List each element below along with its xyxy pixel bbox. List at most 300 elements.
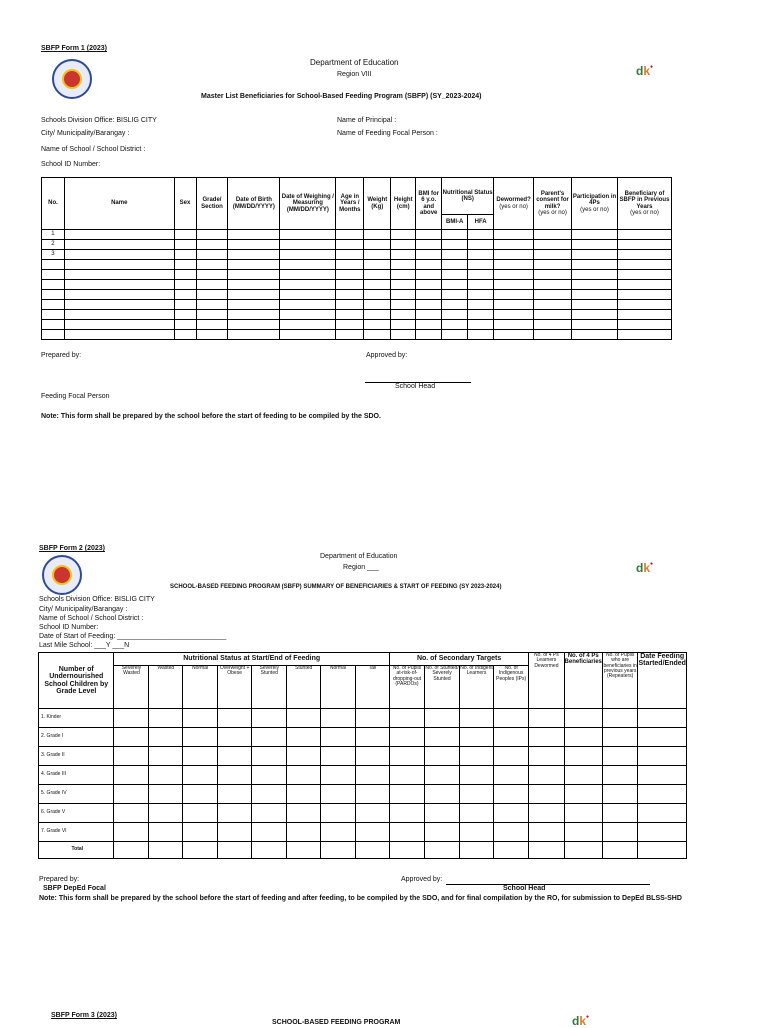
table-cell[interactable] — [494, 747, 529, 766]
table-cell[interactable] — [529, 747, 564, 766]
table-cell[interactable] — [602, 804, 638, 823]
table-cell[interactable] — [416, 280, 442, 290]
table-cell[interactable] — [534, 320, 572, 330]
table-cell[interactable] — [425, 842, 460, 859]
table-cell[interactable] — [602, 823, 638, 842]
table-cell[interactable] — [494, 310, 534, 320]
table-cell[interactable] — [564, 709, 602, 728]
table-cell[interactable] — [442, 250, 468, 260]
table-cell[interactable] — [364, 250, 391, 260]
table-cell[interactable] — [64, 320, 174, 330]
table-cell[interactable] — [638, 804, 687, 823]
table-cell[interactable] — [174, 230, 196, 240]
table-cell[interactable] — [391, 300, 416, 310]
table-cell[interactable] — [572, 280, 618, 290]
table-cell[interactable] — [534, 330, 572, 340]
table-cell[interactable] — [494, 250, 534, 260]
table-cell[interactable] — [460, 804, 494, 823]
table-cell[interactable] — [389, 785, 424, 804]
table-cell[interactable] — [217, 766, 251, 785]
table-cell[interactable] — [183, 804, 218, 823]
table-cell[interactable] — [617, 310, 671, 320]
table-cell[interactable] — [321, 823, 356, 842]
table-cell[interactable] — [228, 330, 280, 340]
table-cell[interactable] — [572, 300, 618, 310]
table-cell[interactable] — [494, 823, 529, 842]
table-cell[interactable] — [321, 709, 356, 728]
table-cell[interactable] — [355, 766, 389, 785]
table-cell[interactable] — [468, 330, 494, 340]
table-cell[interactable] — [196, 240, 228, 250]
table-cell[interactable] — [217, 709, 251, 728]
table-cell[interactable] — [391, 290, 416, 300]
table-cell[interactable] — [217, 785, 251, 804]
table-cell[interactable] — [336, 270, 364, 280]
table-cell[interactable] — [149, 747, 183, 766]
table-cell[interactable] — [228, 300, 280, 310]
table-cell[interactable] — [321, 842, 356, 859]
table-cell[interactable] — [280, 240, 336, 250]
table-cell[interactable] — [196, 260, 228, 270]
table-cell[interactable] — [534, 270, 572, 280]
table-cell[interactable] — [196, 330, 228, 340]
table-cell[interactable] — [638, 823, 687, 842]
table-cell[interactable] — [321, 804, 356, 823]
table-cell[interactable] — [252, 785, 287, 804]
table-cell[interactable] — [355, 842, 389, 859]
table-cell[interactable] — [321, 766, 356, 785]
row-number[interactable] — [42, 310, 65, 320]
table-cell[interactable] — [252, 842, 287, 859]
table-cell[interactable] — [280, 300, 336, 310]
table-cell[interactable] — [336, 230, 364, 240]
table-cell[interactable] — [364, 280, 391, 290]
table-cell[interactable] — [602, 766, 638, 785]
table-cell[interactable] — [534, 300, 572, 310]
table-cell[interactable] — [617, 280, 671, 290]
table-cell[interactable] — [64, 290, 174, 300]
table-cell[interactable] — [280, 280, 336, 290]
table-cell[interactable] — [391, 310, 416, 320]
table-cell[interactable] — [64, 250, 174, 260]
table-cell[interactable] — [534, 250, 572, 260]
table-cell[interactable] — [638, 728, 687, 747]
table-cell[interactable] — [149, 804, 183, 823]
table-cell[interactable] — [638, 766, 687, 785]
table-cell[interactable] — [425, 785, 460, 804]
table-cell[interactable] — [391, 270, 416, 280]
table-cell[interactable] — [442, 260, 468, 270]
table-cell[interactable] — [442, 240, 468, 250]
table-cell[interactable] — [638, 842, 687, 859]
table-cell[interactable] — [364, 300, 391, 310]
table-cell[interactable] — [174, 300, 196, 310]
table-cell[interactable] — [217, 842, 251, 859]
table-cell[interactable] — [64, 280, 174, 290]
table-cell[interactable] — [364, 230, 391, 240]
table-cell[interactable] — [468, 270, 494, 280]
table-cell[interactable] — [460, 728, 494, 747]
table-cell[interactable] — [183, 709, 218, 728]
table-cell[interactable] — [460, 709, 494, 728]
row-number[interactable] — [42, 330, 65, 340]
table-cell[interactable] — [287, 842, 321, 859]
table-cell[interactable] — [114, 747, 149, 766]
table-cell[interactable] — [602, 728, 638, 747]
table-cell[interactable] — [494, 766, 529, 785]
table-cell[interactable] — [442, 310, 468, 320]
table-cell[interactable] — [617, 240, 671, 250]
table-cell[interactable] — [252, 804, 287, 823]
table-cell[interactable] — [217, 728, 251, 747]
table-cell[interactable] — [174, 280, 196, 290]
table-cell[interactable] — [494, 240, 534, 250]
table-cell[interactable] — [114, 728, 149, 747]
table-cell[interactable] — [280, 230, 336, 240]
table-cell[interactable] — [114, 766, 149, 785]
table-cell[interactable] — [64, 330, 174, 340]
table-cell[interactable] — [64, 240, 174, 250]
table-cell[interactable] — [602, 785, 638, 804]
table-cell[interactable] — [572, 260, 618, 270]
table-cell[interactable] — [364, 310, 391, 320]
table-cell[interactable] — [468, 240, 494, 250]
table-cell[interactable] — [280, 250, 336, 260]
table-cell[interactable] — [534, 310, 572, 320]
table-cell[interactable] — [529, 709, 564, 728]
table-cell[interactable] — [442, 300, 468, 310]
table-cell[interactable] — [617, 270, 671, 280]
table-cell[interactable] — [355, 709, 389, 728]
table-cell[interactable] — [617, 250, 671, 260]
table-cell[interactable] — [494, 300, 534, 310]
table-cell[interactable] — [617, 330, 671, 340]
table-cell[interactable] — [196, 230, 228, 240]
row-number[interactable] — [42, 280, 65, 290]
table-cell[interactable] — [442, 280, 468, 290]
table-cell[interactable] — [336, 280, 364, 290]
table-cell[interactable] — [280, 270, 336, 280]
table-cell[interactable] — [196, 300, 228, 310]
table-cell[interactable] — [336, 310, 364, 320]
table-cell[interactable] — [287, 766, 321, 785]
table-cell[interactable] — [391, 330, 416, 340]
table-cell[interactable] — [468, 260, 494, 270]
table-cell[interactable] — [460, 785, 494, 804]
table-cell[interactable] — [638, 747, 687, 766]
table-cell[interactable] — [355, 823, 389, 842]
table-cell[interactable] — [64, 300, 174, 310]
table-cell[interactable] — [534, 230, 572, 240]
table-cell[interactable] — [336, 260, 364, 270]
table-cell[interactable] — [391, 250, 416, 260]
table-cell[interactable] — [252, 823, 287, 842]
table-cell[interactable] — [602, 747, 638, 766]
table-cell[interactable] — [494, 709, 529, 728]
table-cell[interactable] — [468, 310, 494, 320]
table-cell[interactable] — [336, 300, 364, 310]
table-cell[interactable] — [228, 270, 280, 280]
table-cell[interactable] — [174, 310, 196, 320]
table-cell[interactable] — [494, 842, 529, 859]
table-cell[interactable] — [460, 823, 494, 842]
table-cell[interactable] — [564, 804, 602, 823]
table-cell[interactable] — [602, 709, 638, 728]
table-cell[interactable] — [468, 300, 494, 310]
table-cell[interactable] — [442, 320, 468, 330]
table-cell[interactable] — [494, 270, 534, 280]
table-cell[interactable] — [617, 230, 671, 240]
table-cell[interactable] — [228, 280, 280, 290]
table-cell[interactable] — [196, 320, 228, 330]
table-cell[interactable] — [572, 330, 618, 340]
table-cell[interactable] — [196, 250, 228, 260]
table-cell[interactable] — [416, 300, 442, 310]
table-cell[interactable] — [287, 823, 321, 842]
table-cell[interactable] — [336, 290, 364, 300]
table-cell[interactable] — [174, 240, 196, 250]
table-cell[interactable] — [425, 823, 460, 842]
table-cell[interactable] — [174, 290, 196, 300]
row-number[interactable] — [42, 260, 65, 270]
table-cell[interactable] — [564, 728, 602, 747]
table-cell[interactable] — [228, 230, 280, 240]
table-cell[interactable] — [468, 280, 494, 290]
table-cell[interactable] — [572, 240, 618, 250]
table-cell[interactable] — [217, 823, 251, 842]
table-cell[interactable] — [494, 804, 529, 823]
row-number[interactable] — [42, 320, 65, 330]
table-cell[interactable] — [442, 270, 468, 280]
table-cell[interactable] — [617, 260, 671, 270]
table-cell[interactable] — [287, 747, 321, 766]
table-cell[interactable] — [364, 290, 391, 300]
table-cell[interactable] — [389, 804, 424, 823]
table-cell[interactable] — [494, 785, 529, 804]
table-cell[interactable] — [529, 804, 564, 823]
table-cell[interactable] — [217, 804, 251, 823]
row-number[interactable] — [42, 290, 65, 300]
table-cell[interactable] — [355, 728, 389, 747]
row-number[interactable] — [42, 300, 65, 310]
table-cell[interactable] — [389, 842, 424, 859]
table-cell[interactable] — [572, 250, 618, 260]
table-cell[interactable] — [494, 330, 534, 340]
table-cell[interactable] — [287, 709, 321, 728]
table-cell[interactable] — [442, 330, 468, 340]
table-cell[interactable] — [364, 330, 391, 340]
table-cell[interactable] — [287, 804, 321, 823]
table-cell[interactable] — [355, 747, 389, 766]
table-cell[interactable] — [442, 290, 468, 300]
table-cell[interactable] — [468, 290, 494, 300]
table-cell[interactable] — [364, 270, 391, 280]
table-cell[interactable] — [196, 310, 228, 320]
table-cell[interactable] — [460, 766, 494, 785]
table-cell[interactable] — [564, 785, 602, 804]
table-cell[interactable] — [252, 709, 287, 728]
table-cell[interactable] — [364, 320, 391, 330]
table-cell[interactable] — [617, 290, 671, 300]
table-cell[interactable] — [336, 240, 364, 250]
table-cell[interactable] — [564, 747, 602, 766]
table-cell[interactable] — [534, 280, 572, 290]
table-cell[interactable] — [572, 230, 618, 240]
table-cell[interactable] — [529, 766, 564, 785]
table-cell[interactable] — [280, 290, 336, 300]
table-cell[interactable] — [280, 260, 336, 270]
table-cell[interactable] — [389, 728, 424, 747]
table-cell[interactable] — [425, 709, 460, 728]
table-cell[interactable] — [391, 240, 416, 250]
table-cell[interactable] — [529, 823, 564, 842]
table-cell[interactable] — [280, 310, 336, 320]
table-cell[interactable] — [638, 709, 687, 728]
table-cell[interactable] — [183, 766, 218, 785]
table-cell[interactable] — [321, 785, 356, 804]
table-cell[interactable] — [468, 230, 494, 240]
table-cell[interactable] — [460, 747, 494, 766]
table-cell[interactable] — [425, 766, 460, 785]
table-cell[interactable] — [321, 747, 356, 766]
table-cell[interactable] — [572, 310, 618, 320]
table-cell[interactable] — [416, 260, 442, 270]
table-cell[interactable] — [425, 728, 460, 747]
table-cell[interactable] — [114, 823, 149, 842]
table-cell[interactable] — [602, 842, 638, 859]
table-cell[interactable] — [228, 320, 280, 330]
table-cell[interactable] — [564, 766, 602, 785]
table-cell[interactable] — [183, 823, 218, 842]
table-cell[interactable] — [494, 320, 534, 330]
table-cell[interactable] — [572, 320, 618, 330]
table-cell[interactable] — [468, 250, 494, 260]
row-number[interactable]: 1 — [42, 230, 65, 240]
table-cell[interactable] — [416, 290, 442, 300]
table-cell[interactable] — [416, 320, 442, 330]
table-cell[interactable] — [252, 728, 287, 747]
table-cell[interactable] — [252, 766, 287, 785]
table-cell[interactable] — [534, 290, 572, 300]
table-cell[interactable] — [617, 300, 671, 310]
table-cell[interactable] — [494, 260, 534, 270]
table-cell[interactable] — [287, 728, 321, 747]
table-cell[interactable] — [196, 280, 228, 290]
table-cell[interactable] — [114, 709, 149, 728]
table-cell[interactable] — [416, 230, 442, 240]
table-cell[interactable] — [174, 250, 196, 260]
table-cell[interactable] — [389, 709, 424, 728]
table-cell[interactable] — [391, 320, 416, 330]
table-cell[interactable] — [321, 728, 356, 747]
table-cell[interactable] — [391, 230, 416, 240]
table-cell[interactable] — [529, 842, 564, 859]
table-cell[interactable] — [228, 260, 280, 270]
table-cell[interactable] — [228, 250, 280, 260]
table-cell[interactable] — [389, 766, 424, 785]
table-cell[interactable] — [287, 785, 321, 804]
table-cell[interactable] — [638, 785, 687, 804]
table-cell[interactable] — [228, 290, 280, 300]
table-cell[interactable] — [416, 330, 442, 340]
table-cell[interactable] — [425, 804, 460, 823]
table-cell[interactable] — [494, 280, 534, 290]
table-cell[interactable] — [389, 823, 424, 842]
table-cell[interactable] — [149, 766, 183, 785]
table-cell[interactable] — [494, 230, 534, 240]
table-cell[interactable] — [572, 270, 618, 280]
table-cell[interactable] — [572, 290, 618, 300]
table-cell[interactable] — [280, 330, 336, 340]
table-cell[interactable] — [64, 230, 174, 240]
table-cell[interactable] — [217, 747, 251, 766]
table-cell[interactable] — [391, 280, 416, 290]
table-cell[interactable] — [280, 320, 336, 330]
table-cell[interactable] — [174, 330, 196, 340]
table-cell[interactable] — [494, 290, 534, 300]
table-cell[interactable] — [114, 785, 149, 804]
table-cell[interactable] — [114, 804, 149, 823]
table-cell[interactable] — [149, 728, 183, 747]
table-cell[interactable] — [228, 310, 280, 320]
table-cell[interactable] — [149, 709, 183, 728]
table-cell[interactable] — [183, 747, 218, 766]
table-cell[interactable] — [364, 260, 391, 270]
table-cell[interactable] — [442, 230, 468, 240]
table-cell[interactable] — [529, 785, 564, 804]
table-cell[interactable] — [364, 240, 391, 250]
table-cell[interactable] — [149, 785, 183, 804]
table-cell[interactable] — [391, 260, 416, 270]
table-cell[interactable] — [64, 310, 174, 320]
table-cell[interactable] — [534, 240, 572, 250]
table-cell[interactable] — [355, 785, 389, 804]
table-cell[interactable] — [64, 260, 174, 270]
table-cell[interactable] — [416, 240, 442, 250]
table-cell[interactable] — [196, 270, 228, 280]
table-cell[interactable] — [149, 823, 183, 842]
table-cell[interactable] — [389, 747, 424, 766]
table-cell[interactable] — [460, 842, 494, 859]
table-cell[interactable] — [534, 260, 572, 270]
table-cell[interactable] — [617, 320, 671, 330]
table-cell[interactable] — [416, 310, 442, 320]
table-cell[interactable] — [416, 270, 442, 280]
table-cell[interactable] — [252, 747, 287, 766]
table-cell[interactable] — [564, 842, 602, 859]
table-cell[interactable] — [174, 270, 196, 280]
table-cell[interactable] — [494, 728, 529, 747]
table-cell[interactable] — [336, 320, 364, 330]
table-cell[interactable] — [336, 330, 364, 340]
row-number[interactable] — [42, 270, 65, 280]
table-cell[interactable] — [564, 823, 602, 842]
table-cell[interactable] — [416, 250, 442, 260]
table-cell[interactable] — [183, 842, 218, 859]
row-number[interactable]: 2 — [42, 240, 65, 250]
table-cell[interactable] — [174, 260, 196, 270]
table-cell[interactable] — [468, 320, 494, 330]
table-cell[interactable] — [425, 747, 460, 766]
table-cell[interactable] — [174, 320, 196, 330]
table-cell[interactable] — [64, 270, 174, 280]
table-cell[interactable] — [529, 728, 564, 747]
table-cell[interactable] — [183, 728, 218, 747]
table-cell[interactable] — [183, 785, 218, 804]
table-cell[interactable] — [336, 250, 364, 260]
table-cell[interactable] — [355, 804, 389, 823]
table-cell[interactable] — [149, 842, 183, 859]
